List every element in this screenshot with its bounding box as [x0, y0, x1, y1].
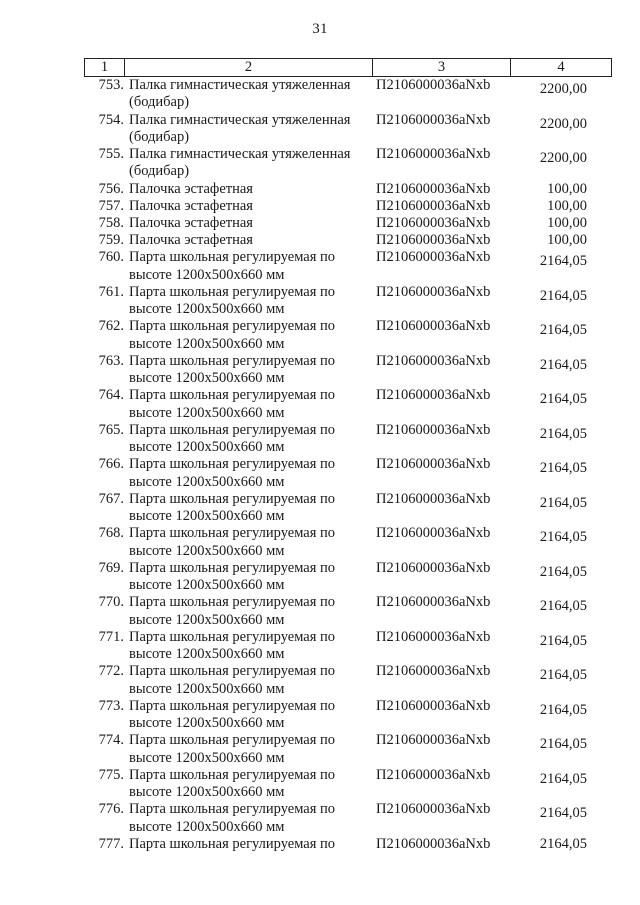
- item-name: [124, 491, 372, 525]
- item-price: 2164,05: [539, 835, 587, 852]
- item-name-line-1: Парта школьная регулируемая по: [129, 318, 336, 335]
- table-row: [84, 732, 611, 767]
- header-row: [85, 59, 612, 77]
- table-row: [84, 215, 611, 232]
- table-row: [84, 232, 611, 249]
- item-name-line-1: Парта школьная регулируемая по: [129, 766, 336, 783]
- item-code: П2106000036aNxb: [376, 663, 491, 680]
- item-name: [124, 525, 372, 559]
- item-name: [124, 801, 372, 835]
- header-col-3: 3: [373, 59, 511, 77]
- item-name-line-1: Парта школьная регулируемая по: [129, 249, 336, 266]
- item-name-line-1: Парта школьная регулируемая по: [129, 421, 336, 438]
- item-price: 2164,05: [539, 632, 587, 649]
- row-number: 768.: [98, 525, 124, 542]
- table-row: [84, 422, 611, 457]
- table-row: [84, 560, 611, 595]
- item-name: [124, 146, 372, 180]
- item-name: [124, 698, 372, 732]
- item-code: П2106000036aNxb: [376, 697, 491, 714]
- table-row: [84, 767, 611, 802]
- row-number: 756.: [98, 180, 124, 197]
- item-name-line-2: высоте 1200x500x660 мм: [129, 749, 285, 766]
- item-name-line-2: высоте 1200x500x660 мм: [129, 818, 285, 835]
- item-name: [124, 836, 372, 853]
- item-price: 2200,00: [539, 150, 587, 166]
- table-row: [84, 698, 611, 733]
- item-name-line-2: (бодибар): [129, 128, 190, 145]
- item-price: 2200,00: [539, 115, 587, 132]
- item-code: П2106000036aNxb: [376, 197, 491, 214]
- item-code: П2106000036aNxb: [376, 77, 491, 93]
- item-name-line-2: высоте 1200x500x660 мм: [129, 473, 285, 490]
- item-code: П2106000036aNxb: [376, 801, 491, 818]
- item-price: 2164,05: [539, 770, 587, 787]
- table-row: [84, 318, 611, 353]
- table-body: [84, 77, 611, 853]
- row-number: 755.: [98, 146, 124, 162]
- row-number: 776.: [98, 801, 124, 818]
- item-code: П2106000036aNxb: [376, 490, 491, 507]
- table-row: [84, 836, 611, 853]
- item-name: [124, 232, 372, 249]
- header-col-4: 4: [511, 59, 612, 77]
- item-name-line-1: Парта школьная регулируемая по: [129, 559, 336, 576]
- row-number: 760.: [98, 249, 124, 266]
- item-name-line-1: Палочка эстафетная: [129, 232, 253, 249]
- item-name-line-1: Парта школьная регулируемая по: [129, 697, 336, 714]
- item-price: 2164,05: [539, 529, 587, 546]
- item-name: [124, 663, 372, 697]
- item-price: 100,00: [547, 232, 587, 249]
- item-name-line-1: Парта школьная регулируемая по: [129, 801, 336, 818]
- item-name: [124, 560, 372, 594]
- item-name-line-2: высоте 1200x500x660 мм: [129, 439, 285, 456]
- item-price: 2164,05: [539, 253, 587, 270]
- item-name-line-1: Парта школьная регулируемая по: [129, 525, 336, 542]
- item-price: 2164,05: [539, 598, 587, 615]
- item-price: 2164,05: [539, 287, 587, 304]
- item-price: 2164,05: [539, 667, 587, 684]
- row-number: 774.: [98, 732, 124, 749]
- item-code: П2106000036aNxb: [376, 835, 491, 852]
- item-name-line-2: (бодибар): [129, 163, 190, 180]
- item-name-line-2: высоте 1200x500x660 мм: [129, 508, 285, 525]
- item-price: 2164,05: [539, 563, 587, 580]
- row-number: 753.: [98, 77, 124, 93]
- row-number: 754.: [98, 111, 124, 128]
- table-row: [84, 198, 611, 215]
- item-name-line-1: Палочка эстафетная: [129, 197, 253, 214]
- item-name-line-1: Палка гимнастическая утяжеленная: [129, 77, 351, 93]
- item-name-line-2: высоте 1200x500x660 мм: [129, 301, 285, 318]
- item-price: 100,00: [547, 180, 587, 197]
- table-row: [84, 353, 611, 388]
- item-name-line-2: высоте 1200x500x660 мм: [129, 646, 285, 663]
- row-number: 765.: [98, 421, 124, 438]
- table-row: [84, 181, 611, 198]
- item-code: П2106000036aNxb: [376, 214, 491, 231]
- item-name-line-2: высоте 1200x500x660 мм: [129, 266, 285, 283]
- item-name-line-2: высоте 1200x500x660 мм: [129, 577, 285, 594]
- item-code: П2106000036aNxb: [376, 628, 491, 645]
- header-col-1: 1: [85, 59, 125, 77]
- row-number: 775.: [98, 766, 124, 783]
- item-name: [124, 77, 372, 111]
- table-row: [84, 663, 611, 698]
- item-price: 2200,00: [539, 81, 587, 97]
- item-name: [124, 198, 372, 215]
- row-number: 764.: [98, 387, 124, 404]
- item-name-line-1: Парта школьная регулируемая по: [129, 387, 336, 404]
- item-code: П2106000036aNxb: [376, 594, 491, 611]
- table-row: [84, 456, 611, 491]
- row-number: 763.: [98, 352, 124, 369]
- item-code: П2106000036aNxb: [376, 111, 491, 128]
- item-code: П2106000036aNxb: [376, 146, 491, 162]
- item-name-line-1: Парта школьная регулируемая по: [129, 490, 336, 507]
- item-code: П2106000036aNxb: [376, 180, 491, 197]
- item-name: [124, 112, 372, 146]
- item-price: 2164,05: [539, 322, 587, 339]
- item-code: П2106000036aNxb: [376, 732, 491, 749]
- item-name-line-2: высоте 1200x500x660 мм: [129, 404, 285, 421]
- item-name-line-2: высоте 1200x500x660 мм: [129, 335, 285, 352]
- item-price: 2164,05: [539, 494, 587, 511]
- table-header: [84, 58, 612, 77]
- table-row: [84, 77, 611, 112]
- item-name-line-2: высоте 1200x500x660 мм: [129, 611, 285, 628]
- item-name: [124, 284, 372, 318]
- table-row: [84, 629, 611, 664]
- row-number: 769.: [98, 559, 124, 576]
- item-price: 100,00: [547, 197, 587, 214]
- item-code: П2106000036aNxb: [376, 352, 491, 369]
- table-row: [84, 146, 611, 181]
- item-name: [124, 594, 372, 628]
- table-row: [84, 594, 611, 629]
- row-number: 766.: [98, 456, 124, 473]
- item-name: [124, 422, 372, 456]
- item-code: П2106000036aNxb: [376, 766, 491, 783]
- item-name: [124, 249, 372, 283]
- item-price: 2164,05: [539, 736, 587, 753]
- item-name-line-2: высоте 1200x500x660 мм: [129, 784, 285, 801]
- row-number: 762.: [98, 318, 124, 335]
- page-number: 31: [312, 21, 328, 37]
- row-number: 761.: [98, 283, 124, 300]
- item-name: [124, 732, 372, 766]
- table-row: [84, 491, 611, 526]
- item-code: П2106000036aNxb: [376, 525, 491, 542]
- item-name-line-1: Палка гимнастическая утяжеленная: [129, 111, 351, 128]
- item-name: [124, 629, 372, 663]
- item-price: 2164,05: [539, 460, 587, 477]
- item-name: [124, 318, 372, 352]
- row-number: 757.: [98, 197, 124, 214]
- table-row: [84, 249, 611, 284]
- item-price: 100,00: [547, 214, 587, 231]
- item-name-line-2: высоте 1200x500x660 мм: [129, 542, 285, 559]
- header-col-2: 2: [125, 59, 373, 77]
- item-name-line-2: (бодибар): [129, 94, 190, 111]
- item-code: П2106000036aNxb: [376, 421, 491, 438]
- item-code: П2106000036aNxb: [376, 559, 491, 576]
- item-code: П2106000036aNxb: [376, 232, 491, 249]
- item-price: 2164,05: [539, 391, 587, 408]
- item-price: 2164,05: [539, 425, 587, 442]
- item-name: [124, 767, 372, 801]
- row-number: 777.: [98, 835, 124, 852]
- item-name-line-1: Парта школьная регулируемая по: [129, 456, 336, 473]
- row-number: 771.: [98, 628, 124, 645]
- item-name: [124, 387, 372, 421]
- table-row: [84, 801, 611, 836]
- item-name: [124, 215, 372, 232]
- item-name: [124, 353, 372, 387]
- row-number: 767.: [98, 490, 124, 507]
- item-name-line-1: Парта школьная регулируемая по: [129, 283, 336, 300]
- table-row: [84, 112, 611, 147]
- row-number: 770.: [98, 594, 124, 611]
- item-name-line-1: Парта школьная регулируемая по: [129, 663, 336, 680]
- item-name: [124, 456, 372, 490]
- item-name-line-1: Парта школьная регулируемая по: [129, 352, 336, 369]
- item-price: 2164,05: [539, 701, 587, 718]
- item-price: 2164,05: [539, 805, 587, 822]
- item-code: П2106000036aNxb: [376, 456, 491, 473]
- item-code: П2106000036aNxb: [376, 249, 491, 266]
- item-name-line-2: высоте 1200x500x660 мм: [129, 715, 285, 732]
- item-name-line-1: Парта школьная регулируемая по: [129, 835, 336, 852]
- item-name-line-2: высоте 1200x500x660 мм: [129, 680, 285, 697]
- row-number: 773.: [98, 697, 124, 714]
- item-name-line-1: Палочка эстафетная: [129, 214, 253, 231]
- table-row: [84, 284, 611, 319]
- item-name-line-1: Палка гимнастическая утяжеленная: [129, 146, 351, 162]
- item-name-line-1: Парта школьная регулируемая по: [129, 628, 336, 645]
- row-number: 759.: [98, 232, 124, 249]
- item-code: П2106000036aNxb: [376, 318, 491, 335]
- item-code: П2106000036aNxb: [376, 283, 491, 300]
- table-row: [84, 387, 611, 422]
- item-name: [124, 181, 372, 198]
- item-code: П2106000036aNxb: [376, 387, 491, 404]
- item-price: 2164,05: [539, 356, 587, 373]
- item-name-line-1: Парта школьная регулируемая по: [129, 594, 336, 611]
- item-name-line-2: высоте 1200x500x660 мм: [129, 370, 285, 387]
- row-number: 772.: [98, 663, 124, 680]
- row-number: 758.: [98, 214, 124, 231]
- table-row: [84, 525, 611, 560]
- item-name-line-1: Палочка эстафетная: [129, 180, 253, 197]
- item-name-line-1: Парта школьная регулируемая по: [129, 732, 336, 749]
